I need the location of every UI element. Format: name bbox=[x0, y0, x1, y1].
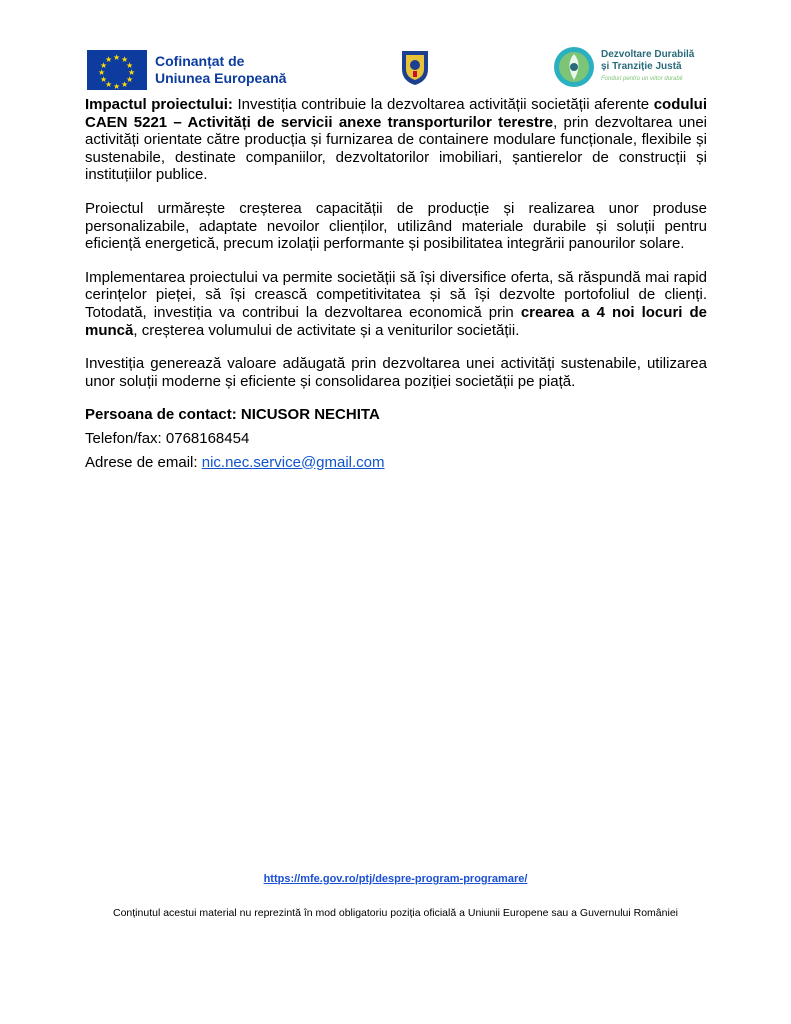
document-body bbox=[85, 96, 707, 477]
implementation-text-2: , creșterea volumului de activitate și a veniturilor societății. bbox=[133, 321, 520, 339]
dd-logo-line2: și Tranziție Justă bbox=[601, 61, 682, 72]
eu-logo-line2: Uniunea Europeană bbox=[155, 70, 287, 86]
eu-logo-line1: Cofinanțat de bbox=[155, 53, 245, 69]
dd-logo-line1: Dezvoltare Durabilă bbox=[601, 49, 695, 60]
email-label: Adrese de email: bbox=[85, 453, 202, 471]
contact-email-line bbox=[85, 454, 707, 472]
email-link[interactable]: nic.nec.service@gmail.com bbox=[201, 453, 385, 471]
page-header bbox=[0, 0, 791, 100]
caen-code-text: codului CAEN 5221 – Activități de servicii anexe transporturilor terestre bbox=[85, 96, 708, 131]
dd-logo-tagline: Fonduri pentru un viitor durabil bbox=[601, 76, 683, 82]
project-impact-paragraph bbox=[85, 96, 707, 184]
impact-text-2: , prin dezvoltarea unei activități orientate către producția și furnizarea de containere modulare funcționale, flexibile și sustenabile, destinate companiilor, dezvoltatorilor imobiliari, șantierelor de construcții și instituțiilor publice. bbox=[85, 113, 708, 184]
leaf-globe-icon bbox=[553, 46, 595, 88]
contact-phone: Telefon/fax: 0768168454 bbox=[85, 429, 250, 447]
jobs-created-text: crearea a 4 noi locuri de muncă bbox=[85, 303, 708, 339]
project-goals-paragraph: Proiectul urmărește creșterea capacității de producție și realizarea unor produse personalizabile, adaptate nevoilor clienților, utilizând materiale durabile și soluții pentru eficiență energetică, precum izolații performante și posibilitatea integrării panourilor solare. bbox=[85, 199, 707, 253]
romanian-government-emblem-icon bbox=[398, 47, 432, 87]
program-website-link[interactable]: https://mfe.gov.ro/ptj/despre-program-programare/ bbox=[263, 873, 528, 885]
eu-cofinanced-logo bbox=[87, 50, 286, 90]
implementation-paragraph bbox=[85, 269, 707, 339]
impact-text-1: Investiția contribuie la dezvoltarea activității societății aferente bbox=[232, 96, 654, 113]
contact-person: Persoana de contact: NICUSOR NECHITA bbox=[85, 406, 380, 424]
eu-flag-icon: ★ ★ ★ ★ ★ ★ ★ ★ ★ ★ ★ ★ bbox=[87, 50, 147, 90]
dezvoltare-durabila-logo bbox=[553, 46, 694, 88]
implementation-text-1: Implementarea proiectului va permite societății să își diversifice oferta, să răspundă mai rapid cerințelor pieței, să își crească competitivitatea și să își dezvolte portofoliul de clienți. Totodată, investiția va contribui la dezvoltarea economică prin bbox=[85, 268, 707, 321]
disclaimer-text: Conținutul acestui material nu reprezintă în mod obligatoriu poziția oficială a Uniunii Europene sau a Guvernului României bbox=[113, 907, 678, 919]
added-value-paragraph: Investiția generează valoare adăugată prin dezvoltarea unei activități sustenabile, utilizarea unor soluții moderne și eficiente și consolidarea poziției societății pe piață. bbox=[85, 355, 707, 390]
impact-label: Impactul proiectului: bbox=[85, 96, 233, 113]
